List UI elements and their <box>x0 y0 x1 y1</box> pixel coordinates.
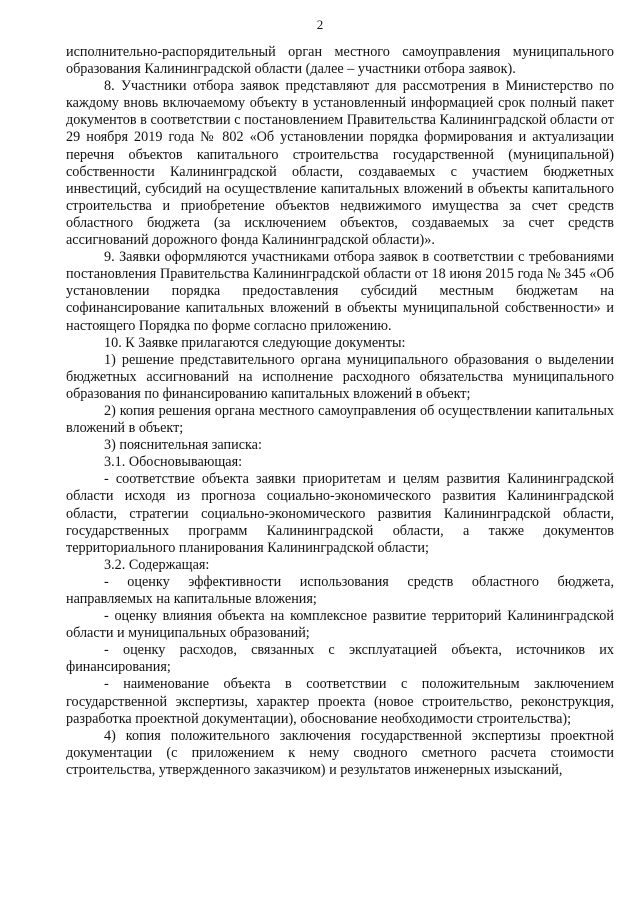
list-item-3: 3) пояснительная записка: <box>104 437 262 454</box>
subsection-3-2: 3.2. Содержащая: <box>104 556 210 573</box>
paragraph-10: 10. К Заявке прилагаются следующие документы: <box>104 334 406 351</box>
paragraph-9: 9. Заявки оформляются участниками отбора заявок в соответствии с требованиями постановления Правительства Калининградской области от 18 июня 2015 года № 345 «Об установлении порядка предоставления субсидий местным бюджетам на софинансирование капитальных вложений в объекты муниципальной собственности» и настоящего Порядка по форме согласно приложению. <box>66 249 614 334</box>
bullet-item: - соответствие объекта заявки приоритетам и целям развития Калининградской области исходя из прогноза социально-экономического развития Калининградской области, стратегии социально-экономического развития Калининградской области, государственных программ Калининградской области, а также документов территориального планирования Калининградской области; <box>66 471 614 556</box>
bullet-item: - наименование объекта в соответствии с положительным заключением государственной экспертизы, характер проекта (новое строительство, реконструкция, разработка проектной документации), обоснование необходимости строительства); <box>66 676 614 727</box>
list-item-1: 1) решение представительного органа муниципального образования о выделении бюджетных ассигнований на исполнение расходного обязательства муниципального образования по финансированию капитальных вложений в объект; <box>66 351 614 402</box>
subsection-3-1: 3.1. Обосновывающая: <box>104 454 243 471</box>
bullet-item: - оценку расходов, связанных с эксплуатацией объекта, источников их финансирования; <box>66 642 614 676</box>
paragraph-8: 8. Участники отбора заявок представляют для рассмотрения в Министерство по каждому вновь включаемому объекту в установленный информацией срок полный пакет документов в соответствии с постановлением Правительства Калининградской области от 29 ноября 2019 года № 802 «Об установлении порядка формирования и актуализации перечня объектов капитального строительства государственной (муниципальной) собственности Калининградской области, создаваемых с участием бюджетных инвестиций, субсидий на осуществление капитальных вложений в объекты капитального строительства и приобретение объектов недвижимого имущества за счет средств областного бюджета (за исключением объектов, создаваемых за счет средств ассигнований дорожного фонда Калининградской области)». <box>66 78 614 249</box>
paragraph-continuation: исполнительно-распорядительный орган местного самоуправления муниципального образования Калининградской области (далее – участники отбора заявок). <box>66 44 614 78</box>
list-item-4: 4) копия положительного заключения государственной экспертизы проектной документации (с приложением к нему сводного сметного расчета стоимости строительства, утвержденного заказчиком) и результатов инженерных изысканий, <box>66 727 614 778</box>
list-item-2: 2) копия решения органа местного самоуправления об осуществлении капитальных вложений в объект; <box>66 402 614 437</box>
bullet-item: - оценку влияния объекта на комплексное развитие территорий Калининградской области и муниципальных образований; <box>66 608 614 642</box>
page-number: 2 <box>316 17 324 32</box>
bullet-item: - оценку эффективности использования средств областного бюджета, направляемых на капитальные вложения; <box>66 573 614 607</box>
document-body <box>66 44 614 779</box>
